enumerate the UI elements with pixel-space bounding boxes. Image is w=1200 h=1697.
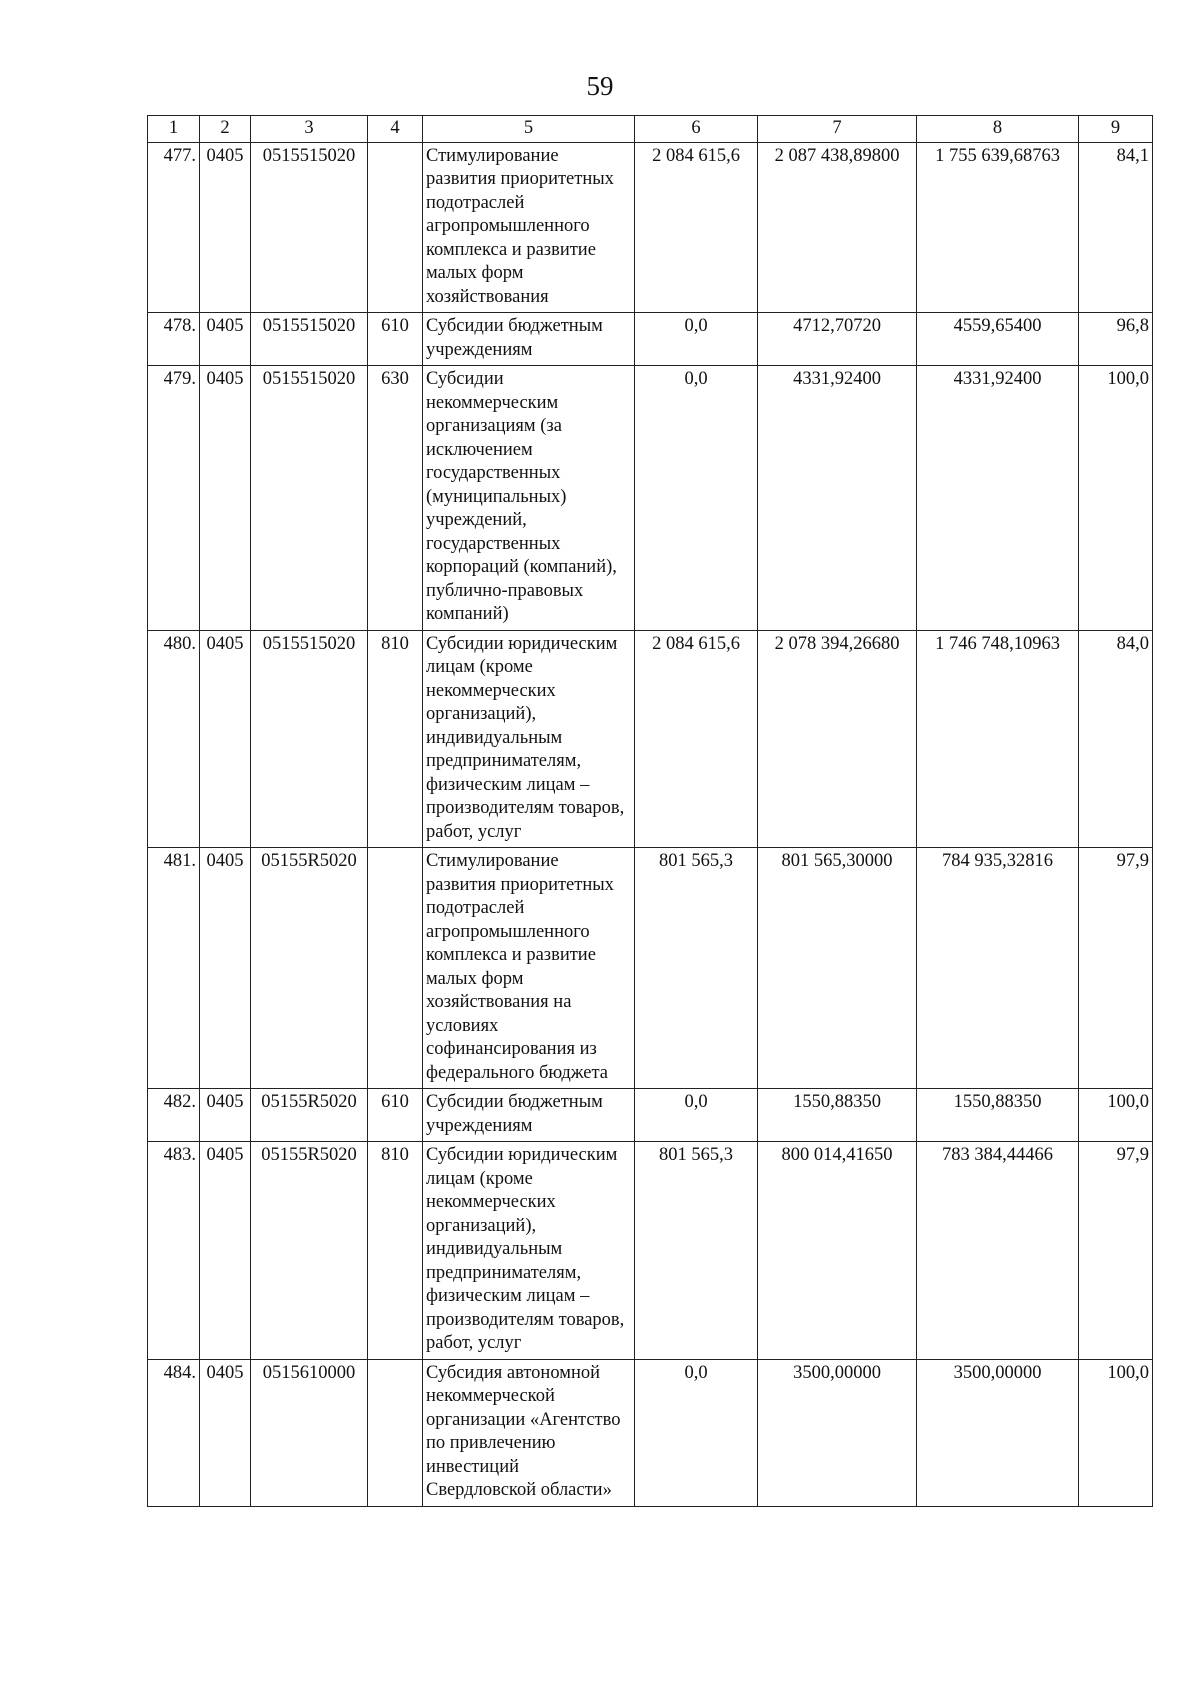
expense-type-code: 610 [368,313,423,366]
section-code: 0405 [200,1142,251,1360]
value-col-9: 84,1 [1079,142,1153,313]
section-code: 0405 [200,1359,251,1506]
column-header: 9 [1079,116,1153,143]
value-col-7: 4331,92400 [758,366,917,631]
value-col-9: 100,0 [1079,366,1153,631]
column-header: 1 [148,116,200,143]
column-header: 5 [423,116,635,143]
value-col-7: 1550,88350 [758,1089,917,1142]
item-name: Субсидии бюджетным учреждениям [423,1089,635,1142]
table-row [148,366,1153,631]
value-col-9: 84,0 [1079,630,1153,848]
value-col-6: 0,0 [635,313,758,366]
item-name: Стимулирование развития приоритетных подотраслей агропромышленного комплекса и развитие малых форм хозяйствования на условиях софинансирования из федерального бюджета [423,848,635,1089]
budget-table [147,115,1153,1507]
row-number: 481. [148,848,200,1089]
value-col-8: 1 755 639,68763 [917,142,1079,313]
value-col-6: 0,0 [635,1089,758,1142]
expense-type-code: 630 [368,366,423,631]
value-col-6: 0,0 [635,1359,758,1506]
value-col-9: 97,9 [1079,1142,1153,1360]
column-header: 7 [758,116,917,143]
value-col-8: 1 746 748,10963 [917,630,1079,848]
target-article-code: 05155R5020 [251,1089,368,1142]
value-col-6: 0,0 [635,366,758,631]
expense-type-code [368,1359,423,1506]
value-col-7: 4712,70720 [758,313,917,366]
expense-type-code: 610 [368,1089,423,1142]
section-code: 0405 [200,848,251,1089]
section-code: 0405 [200,1089,251,1142]
value-col-9: 100,0 [1079,1089,1153,1142]
item-name: Субсидии юридическим лицам (кроме некоммерческих организаций), индивидуальным предпринимателям, физическим лицам – производителям товаров, работ, услуг [423,1142,635,1360]
value-col-8: 3500,00000 [917,1359,1079,1506]
section-code: 0405 [200,366,251,631]
target-article-code: 0515515020 [251,313,368,366]
column-header: 8 [917,116,1079,143]
table-row [148,848,1153,1089]
item-name: Субсидии бюджетным учреждениям [423,313,635,366]
row-number: 478. [148,313,200,366]
value-col-6: 801 565,3 [635,848,758,1089]
value-col-7: 2 087 438,89800 [758,142,917,313]
item-name: Субсидии некоммерческим организациям (за исключением государственных (муниципальных) учреждений, государственных корпораций (компаний), публично-правовых компаний) [423,366,635,631]
value-col-9: 97,9 [1079,848,1153,1089]
target-article-code: 05155R5020 [251,848,368,1089]
target-article-code: 0515610000 [251,1359,368,1506]
value-col-6: 2 084 615,6 [635,142,758,313]
value-col-8: 1550,88350 [917,1089,1079,1142]
section-code: 0405 [200,313,251,366]
table-row [148,1089,1153,1142]
value-col-8: 783 384,44466 [917,1142,1079,1360]
table-row [148,630,1153,848]
column-header: 6 [635,116,758,143]
item-name: Стимулирование развития приоритетных подотраслей агропромышленного комплекса и развитие малых форм хозяйствования [423,142,635,313]
value-col-7: 3500,00000 [758,1359,917,1506]
row-number: 479. [148,366,200,631]
column-header: 4 [368,116,423,143]
section-code: 0405 [200,142,251,313]
expense-type-code [368,848,423,1089]
table-row [148,142,1153,313]
target-article-code: 0515515020 [251,142,368,313]
value-col-6: 2 084 615,6 [635,630,758,848]
target-article-code: 0515515020 [251,366,368,631]
value-col-8: 784 935,32816 [917,848,1079,1089]
value-col-8: 4559,65400 [917,313,1079,366]
value-col-7: 800 014,41650 [758,1142,917,1360]
value-col-9: 96,8 [1079,313,1153,366]
row-number: 477. [148,142,200,313]
item-name: Субсидия автономной некоммерческой организации «Агентство по привлечению инвестиций Свердловской области» [423,1359,635,1506]
row-number: 480. [148,630,200,848]
table-row [148,313,1153,366]
value-col-8: 4331,92400 [917,366,1079,631]
row-number: 482. [148,1089,200,1142]
table-row [148,1142,1153,1360]
item-name: Субсидии юридическим лицам (кроме некоммерческих организаций), индивидуальным предпринимателям, физическим лицам – производителям товаров, работ, услуг [423,630,635,848]
header-row [148,116,1153,143]
target-article-code: 0515515020 [251,630,368,848]
section-code: 0405 [200,630,251,848]
target-article-code: 05155R5020 [251,1142,368,1360]
table-row [148,1359,1153,1506]
value-col-7: 2 078 394,26680 [758,630,917,848]
page-number: 59 [586,71,614,101]
value-col-6: 801 565,3 [635,1142,758,1360]
row-number: 484. [148,1359,200,1506]
column-header: 2 [200,116,251,143]
value-col-9: 100,0 [1079,1359,1153,1506]
column-header: 3 [251,116,368,143]
row-number: 483. [148,1142,200,1360]
expense-type-code [368,142,423,313]
expense-type-code: 810 [368,630,423,848]
expense-type-code: 810 [368,1142,423,1360]
value-col-7: 801 565,30000 [758,848,917,1089]
